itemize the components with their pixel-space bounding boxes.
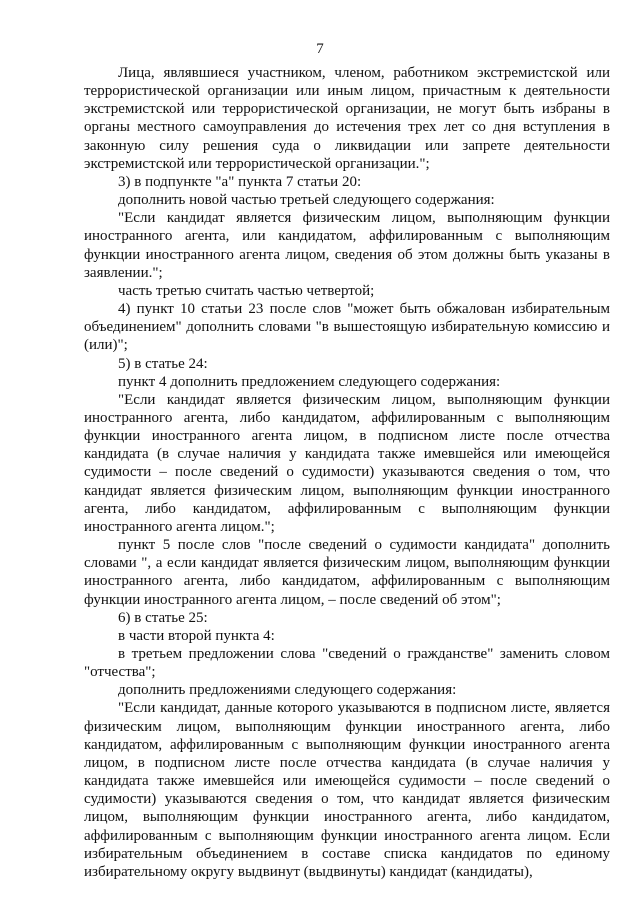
page-number: 7 [316, 41, 324, 57]
paragraph-1: Лица, являвшиеся участником, членом, работником экстремистской или террористической организации или иным лицом, причастным к деятельности экстремистской или террористической организации, не могут быть избраны в органы местного самоуправления до истечения трех лет со дня вступления в законную силу решения суда о ликвидации или запрете деятельности экстремистской или террористической организации."; [84, 65, 610, 172]
paragraph-2: 3) в подпункте "а" пункта 7 статьи 20: [118, 173, 362, 190]
paragraph-4: "Если кандидат является физическим лицом, выполняющим функции иностранного агента, или кандидатом, аффилированным с выполняющим функции иностранного агента лицом, сведения об этом должны быть указаны в заявлении."; [84, 210, 610, 281]
paragraph-12: в части второй пункта 4: [118, 627, 275, 644]
paragraph-6: 4) пункт 10 статьи 23 после слов "может быть обжалован избирательным объединением" дополнить словами "в вышестоящую избирательную комиссию и (или)"; [84, 301, 610, 354]
document-body [84, 64, 610, 881]
paragraph-11: 6) в статье 25: [118, 609, 208, 626]
paragraph-8: пункт 4 дополнить предложением следующего содержания: [118, 373, 501, 390]
paragraph-3: дополнить новой частью третьей следующего содержания: [118, 192, 495, 209]
paragraph-14: дополнить предложениями следующего содержания: [118, 682, 457, 699]
paragraph-13: в третьем предложении слова "сведений о гражданстве" заменить словом "отчества"; [84, 646, 610, 681]
paragraph-15: "Если кандидат, данные которого указываются в подписном листе, является физическим лицом, выполняющим функции иностранного агента, либо кандидатом, аффилированным с выполняющим функции иностранного агента лицом, в подписном листе после отчества кандидата (в случае наличия у кандидата также имевшейся или имеющейся судимости – после сведений о судимости) указываются сведения о том, что кандидат является физическим лицом, выполняющим функции иностранного агента, либо кандидатом, аффилированным с выполняющим функции иностранного агента лицом. Если избирательным объединением в составе списка кандидатов по единому избирательному округу выдвинут (выдвинуты) кандидат (кандидаты), [84, 700, 610, 880]
paragraph-10: пункт 5 после слов "после сведений о судимости кандидата" дополнить словами ", а если кандидат является физическим лицом, выполняющим функции иностранного агента, либо кандидатом, аффилированным с выполняющим функции иностранного агента лицом, – после сведений об этом"; [84, 537, 610, 608]
paragraph-7: 5) в статье 24: [118, 355, 208, 372]
paragraph-9: "Если кандидат является физическим лицом, выполняющим функции иностранного агента, либо кандидатом, аффилированным с выполняющим функции иностранного агента лицом, в подписном листе после отчества кандидата (в случае наличия у кандидата также имевшейся или имеющейся судимости – после сведений о судимости) указываются сведения о том, что кандидат является физическим лицом, выполняющим функции иностранного агента, либо кандидатом, аффилированным с выполняющим функции иностранного агента лицом."; [84, 391, 610, 535]
paragraph-5: часть третью считать частью четвертой; [118, 282, 375, 299]
